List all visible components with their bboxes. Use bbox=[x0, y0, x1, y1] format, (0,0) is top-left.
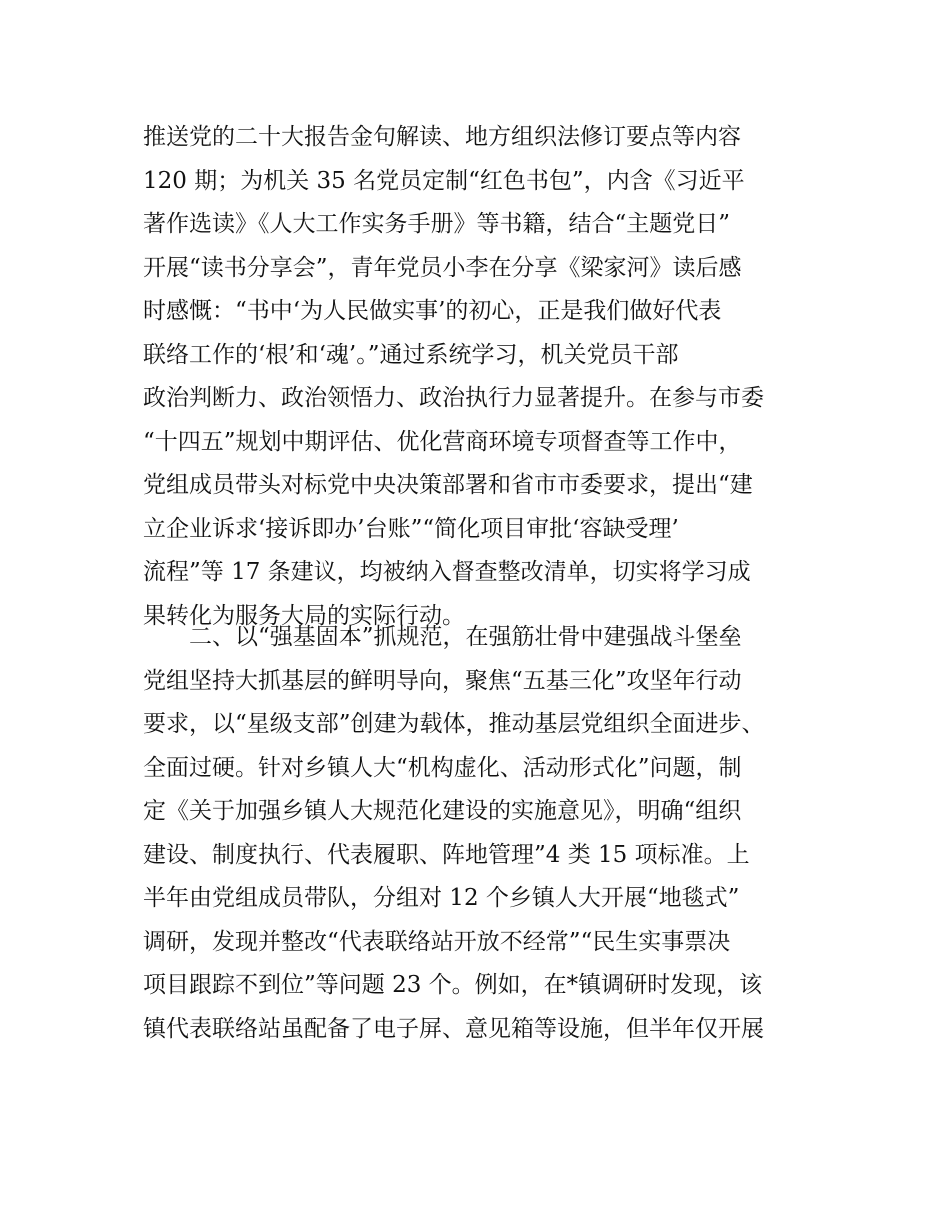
text-line: 著作选读》《人大工作实务手册》等书籍，结合“主题党日” bbox=[143, 211, 731, 237]
section-heading-line: 二、以“强基固本”抓规范，在强筋壮骨中建强战斗堡垒 bbox=[143, 624, 742, 650]
text-line: 时感慨：“书中‘为人民做实事’的初心，正是我们做好代表 bbox=[143, 298, 722, 324]
text-line: 联络工作的‘根’和‘魂’。”通过系统学习，机关党员干部 bbox=[143, 341, 679, 368]
text-line: 要求，以“星级支部”创建为载体，推动基层党组织全面进步、 bbox=[143, 711, 765, 737]
text-line: 镇代表联络站虽配备了电子屏、意见箱等设施，但半年仅开展 bbox=[143, 1015, 764, 1042]
text-line: 党组坚持大抓基层的鲜明导向，聚焦“五基三化”攻坚年行动 bbox=[143, 667, 742, 694]
text-line: 推送党的二十大报告金句解读、地方组织法修订要点等内容 bbox=[143, 124, 741, 150]
text-line: 政治判断力、政治领悟力、政治执行力显著提升。在参与市委 bbox=[143, 385, 764, 411]
paragraph-continuation bbox=[143, 116, 828, 638]
paragraph-section-two bbox=[143, 616, 828, 1051]
text-line: 流程”等 17 条建议，均被纳入督查整改清单，切实将学习成 bbox=[143, 559, 751, 585]
text-line: 半年由党组成员带队，分组对 12 个乡镇人大开展“地毯式” bbox=[143, 885, 740, 911]
text-line: 立企业诉求‘接诉即办’台账”“简化项目审批‘容缺受理’ bbox=[143, 515, 679, 542]
text-line: 调研，发现并整改“代表联络站开放不经常”“民生实事票决 bbox=[143, 928, 731, 955]
text-line: 定《关于加强乡镇人大规范化建设的实施意见》，明确“组织 bbox=[143, 798, 742, 824]
text-line: 果转化为服务大局的实际行动。 bbox=[143, 602, 465, 629]
text-line: 党组成员带头对标党中央决策部署和省市市委要求，提出“建 bbox=[143, 472, 753, 498]
text-line: 开展“读书分享会”，青年党员小李在分享《梁家河》读后感 bbox=[143, 254, 742, 281]
text-line: 建设、制度执行、代表履职、阵地管理”4 类 15 项标准。上 bbox=[143, 841, 750, 868]
text-line: “十四五”规划中期评估、优化营商环境专项督查等工作中， bbox=[143, 428, 742, 455]
text-line: 全面过硬。针对乡镇人大“机构虚化、活动形式化”问题，制 bbox=[143, 754, 742, 781]
text-line: 项目跟踪不到位”等问题 23 个。例如，在*镇调研时发现，该 bbox=[143, 972, 763, 998]
text-line: 120 期；为机关 35 名党员定制“红色书包”，内含《习近平 bbox=[143, 167, 745, 194]
